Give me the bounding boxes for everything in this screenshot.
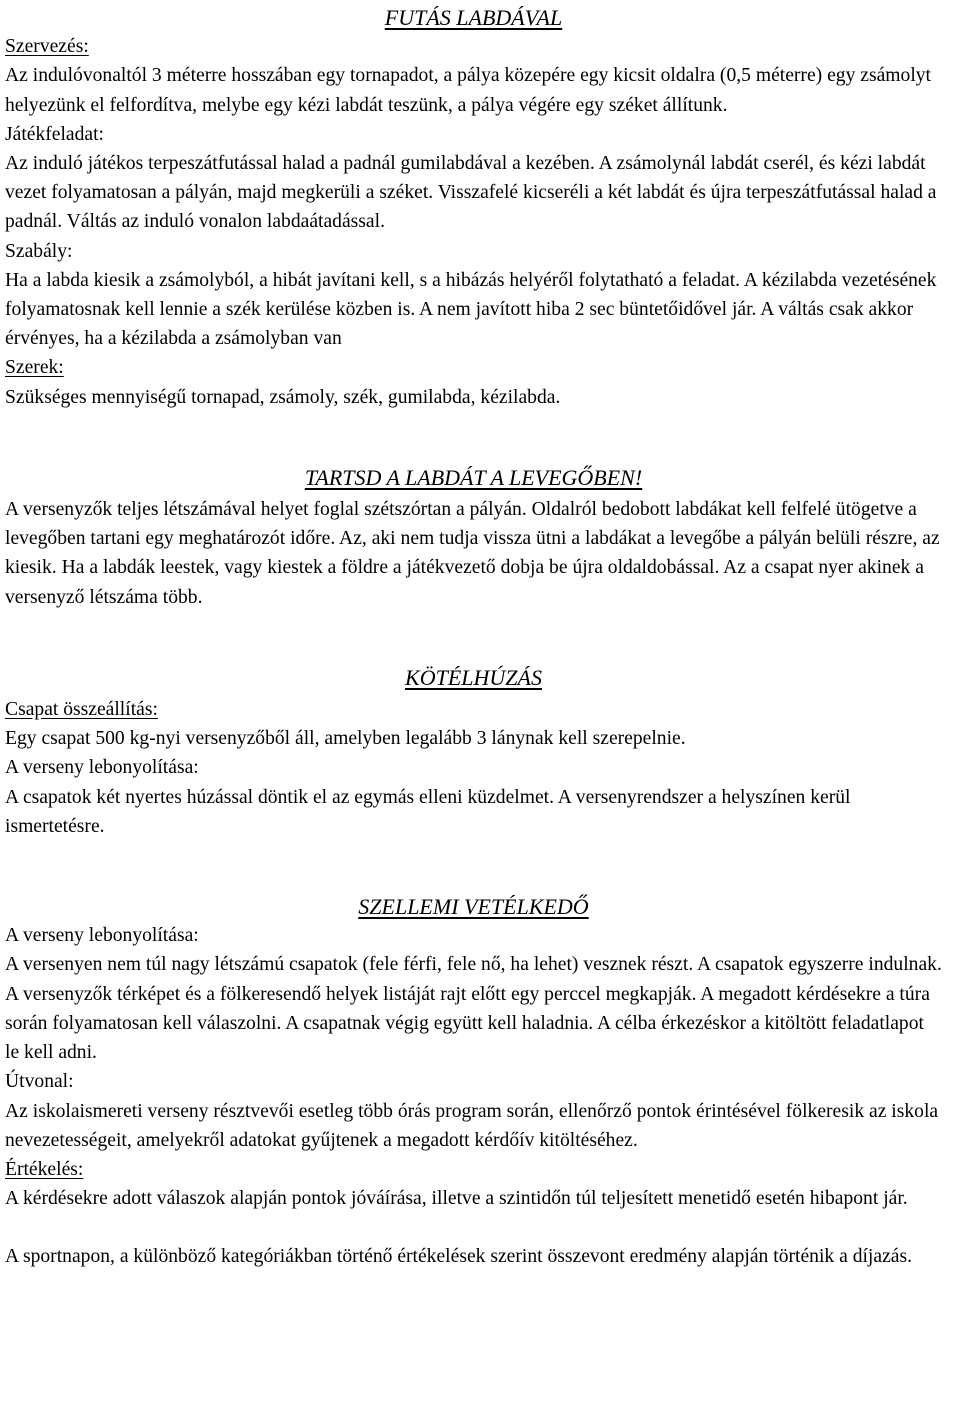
utvonal-label: Útvonal:: [5, 1071, 74, 1093]
lebonyolitas-label: A verseny lebonyolítása:: [5, 925, 199, 947]
tartsd-text: A versenyzők teljes létszámával helyet foglal szétszórtan a pályán. Oldalról bedobott labdákat kell felfelé ütögetve a levegőben tartani egy meghatározót időre. Az, aki nem tudja vissza ütni a labdákat a levegőbe a pályán belüli részre, az kiesik. Ha a labdák leestek, vagy kiestek a földre a játékvezető dobja be újra oldaldobással. Az a csapat nyer akinek a versenyző létszáma több.: [5, 499, 940, 608]
section-kotelhuzas: [5, 663, 942, 841]
szabaly-label: Szabály:: [5, 240, 73, 262]
ertekeles-label: Értékelés:: [5, 1158, 84, 1180]
szabaly-text: Ha a labda kiesik a zsámolyból, a hibát javítani kell, s a hibázás helyéről folytatható a feladat. A kézilabda vezetésének folyamatosnak kell lennie a szék kerülése közben is. A nem javított hiba 2 sec büntetőidővel jár. A váltás csak akkor érvényes, ha a kézilabda a zsámolyban van: [5, 269, 937, 350]
szerek-label: Szerek:: [5, 357, 64, 379]
lebonyolitas-label: A verseny lebonyolítása:: [5, 757, 199, 779]
ertekeles-text: A kérdésekre adott válaszok alapján pontok jóváírása, illetve a szintidőn túl teljesített menetidő esetén hibapont jár.: [5, 1188, 908, 1210]
section-tartsd-a-labdat: [5, 463, 942, 612]
szervezes-text: Az indulóvonaltól 3 méterre hosszában egy tornapadot, a pálya közepére egy kicsit oldalra (0,5 méterre) egy zsámolyt helyezünk el felfordítva, melybe egy kézi labdát teszünk, a pálya végére egy széket állítunk.: [5, 65, 932, 116]
jatekfeladat-label: Játékfeladat:: [5, 123, 105, 145]
lebonyolitas-text: A versenyen nem túl nagy létszámú csapatok (fele férfi, fele nő, ha lehet) vesznek részt. A csapatok egyszerre indulnak. A versenyzők térképet és a fölkeresendő helyek listáját rajt előtt egy perccel megkapják. A megadott kérdésekre a túra során folyamatosan kell válaszolni. A csapatnak végig együtt kell haladnia. A célba érkezéskor a kitöltött feladatlapot le kell adni.: [5, 954, 942, 1064]
section-title: KÖTÉLHÚZÁS: [405, 664, 542, 690]
section-title: TARTSD A LABDÁT A LEVEGŐBEN!: [304, 464, 643, 490]
utvonal-text: Az iskolaismereti verseny résztvevői esetleg több órás program során, ellenőrző pontok érintésével fölkeresik az iskola nevezetességeit, amelyekről adatokat gyűjtenek a megadott kérdőív kitöltéséhez.: [5, 1100, 939, 1151]
section-title: FUTÁS LABDÁVAL: [384, 5, 563, 30]
csapat-text: Egy csapat 500 kg-nyi versenyzőből áll, amelyben legalább 3 lánynak kell szerepelnie.: [5, 728, 686, 750]
jatekfeladat-text: Az induló játékos terpeszátfutással halad a padnál gumilabdával a kezében. A zsámolynál labdát cserél, és kézi labdát vezet folyamatosan a pályán, majd megkerüli a széket. Visszafelé kicseréli a két labdát és újra terpeszátfutással halad a padnál. Váltás az induló vonalon labdaátadással.: [5, 153, 937, 233]
section-szellemi-vetelkedo: [5, 892, 942, 1271]
lebonyolitas-text: A csapatok két nyertes húzással döntik el az egymás elleni küzdelmet. A versenyrendszer a helyszínen kerül ismertetésre.: [5, 786, 851, 837]
closing-text: A sportnapon, a különböző kategóriákban történő értékelések szerint összevont eredmény alapján történik a díjazás.: [5, 1246, 912, 1268]
section-futas-labdaval: [5, 0, 942, 412]
section-title: SZELLEMI VETÉLKEDŐ: [358, 894, 589, 920]
szerek-text: Szükséges mennyiségű tornapad, zsámoly, szék, gumilabda, kézilabda.: [5, 386, 561, 408]
csapat-label: Csapat összeállítás:: [5, 699, 158, 721]
szervezes-label: Szervezés:: [5, 36, 89, 58]
